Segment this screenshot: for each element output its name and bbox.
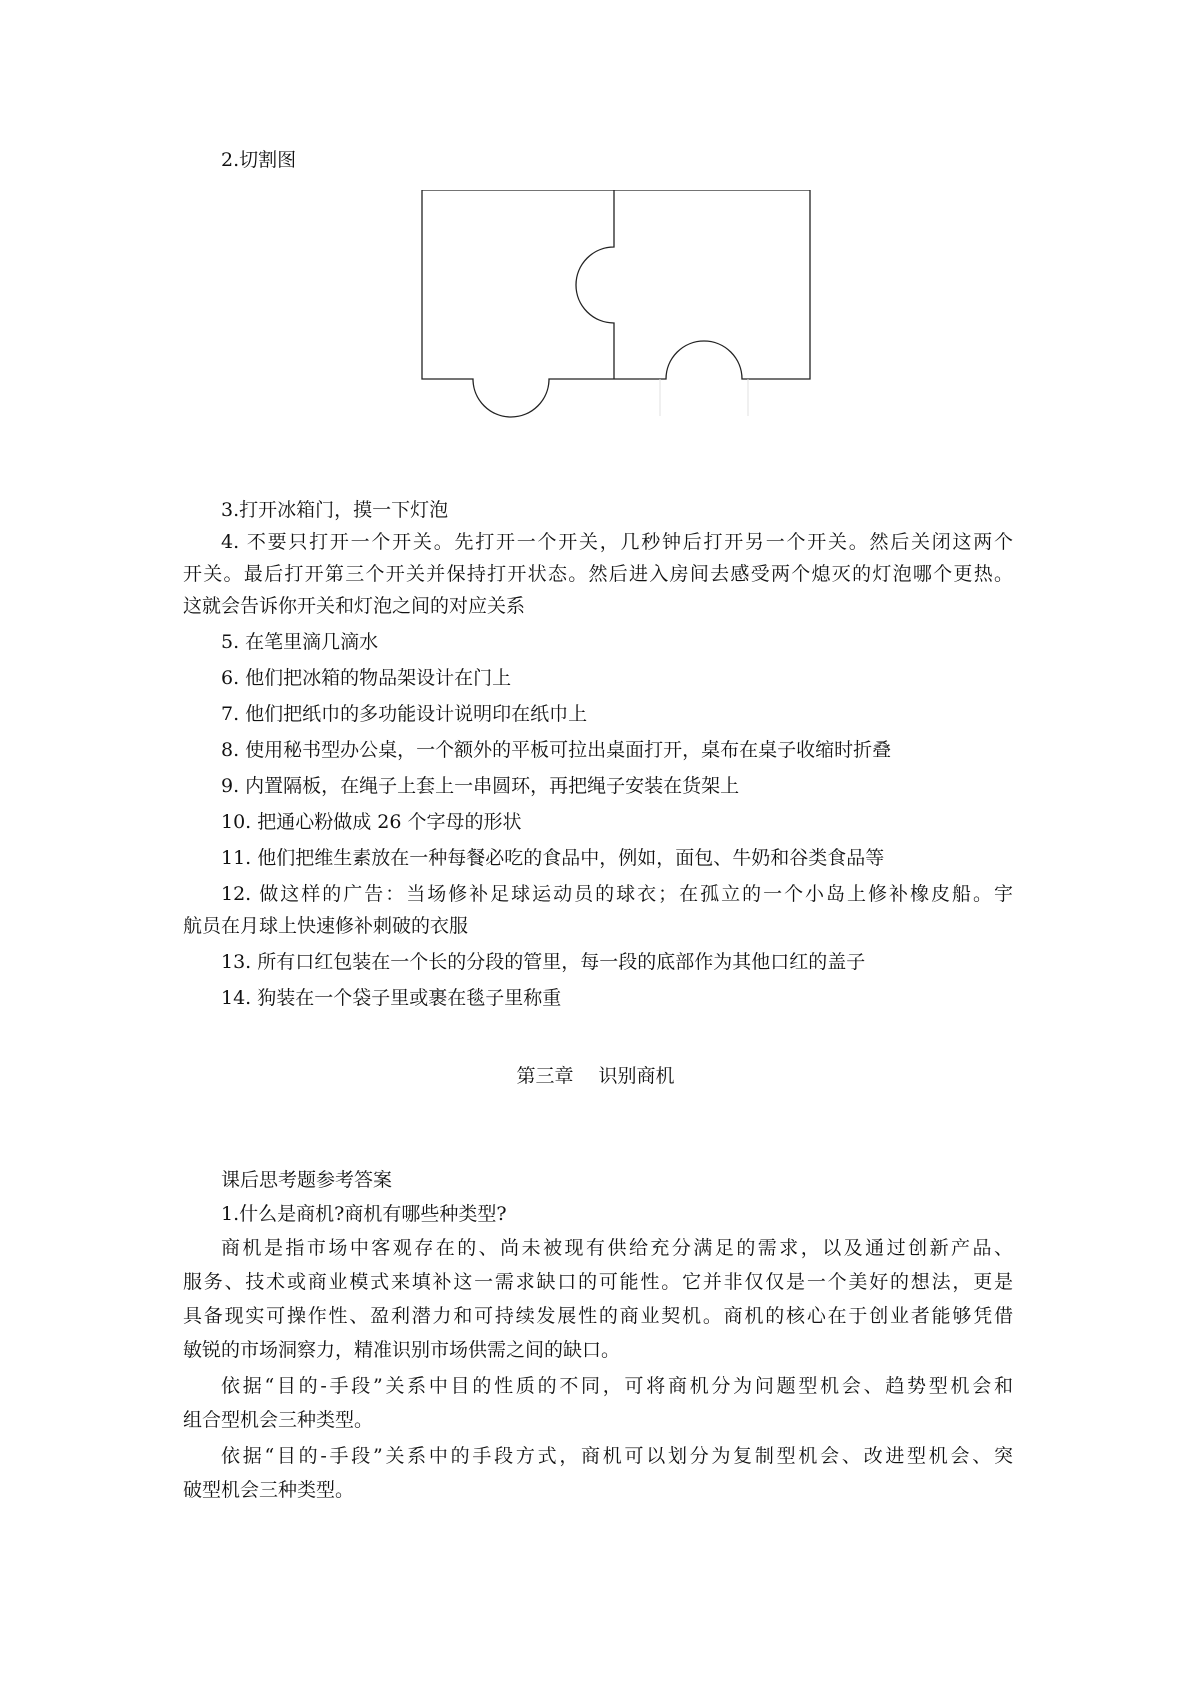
item-7: 7. 他们把纸巾的多功能设计说明印在纸巾上 (221, 703, 588, 725)
item-6: 6. 他们把冰箱的物品架设计在门上 (221, 667, 512, 689)
para-1-line-1: 商机是指市场中客观存在的、尚未被现有供给充分满足的需求，以及通过创新产品、 (221, 1237, 1013, 1259)
figure-cut-line (576, 190, 614, 379)
para-1-line-3: 具备现实可操作性、盈利潜力和可持续发展性的商业契机。商机的核心在于创业者能够凭借 (183, 1305, 1013, 1327)
item-14: 14. 狗装在一个袋子里或裹在毯子里称重 (221, 987, 562, 1009)
figure-outline (422, 190, 810, 417)
item-10: 10. 把通心粉做成 26 个字母的形状 (221, 811, 522, 833)
item-12-line-1: 12. 做这样的广告：当场修补足球运动员的球衣；在孤立的一个小岛上修补橡皮船。宇 (221, 883, 1013, 905)
para-2-line-1: 依据“目的-手段”关系中目的性质的不同，可将商机分为问题型机会、趋势型机会和 (221, 1375, 1013, 1397)
heading-cutting-figure: 2.切割图 (221, 149, 297, 171)
question-1: 1.什么是商机?商机有哪些种类型? (221, 1203, 507, 1225)
item-5: 5. 在笔里滴几滴水 (221, 631, 379, 653)
para-3-line-1: 依据“目的-手段”关系中的手段方式，商机可以划分为复制型机会、改进型机会、突 (221, 1445, 1013, 1467)
item-3: 3.打开冰箱门，摸一下灯泡 (221, 499, 449, 521)
item-11: 11. 他们把维生素放在一种每餐必吃的食品中，例如，面包、牛奶和谷类食品等 (221, 847, 885, 869)
item-4-line-3: 这就会告诉你开关和灯泡之间的对应关系 (183, 595, 526, 617)
para-3-line-2: 破型机会三种类型。 (183, 1479, 355, 1501)
para-1-line-4: 敏锐的市场洞察力，精准识别市场供需之间的缺口。 (183, 1339, 621, 1361)
para-2-line-2: 组合型机会三种类型。 (183, 1409, 374, 1431)
section-title: 课后思考题参考答案 (221, 1169, 393, 1191)
item-13: 13. 所有口红包装在一个长的分段的管里，每一段的底部作为其他口红的盖子 (221, 951, 866, 973)
item-4-line-2: 开关。最后打开第三个开关并保持打开状态。然后进入房间去感受两个熄灭的灯泡哪个更热。 (183, 563, 1013, 585)
item-4-line-1: 4. 不要只打开一个开关。先打开一个开关，几秒钟后打开另一个开关。然后关闭这两个 (221, 531, 1013, 553)
item-8: 8. 使用秘书型办公桌，一个额外的平板可拉出桌面打开，桌布在桌子收缩时折叠 (221, 739, 892, 761)
item-9: 9. 内置隔板，在绳子上套上一串圆环，再把绳子安装在货架上 (221, 775, 740, 797)
item-12-line-2: 航员在月球上快速修补刺破的衣服 (183, 915, 469, 937)
chapter-title: 第三章 识别商机 (516, 1065, 675, 1087)
cutting-figure (420, 190, 820, 450)
para-1-line-2: 服务、技术或商业模式来填补这一需求缺口的可能性。它并非仅仅是一个美好的想法，更是 (183, 1271, 1013, 1293)
